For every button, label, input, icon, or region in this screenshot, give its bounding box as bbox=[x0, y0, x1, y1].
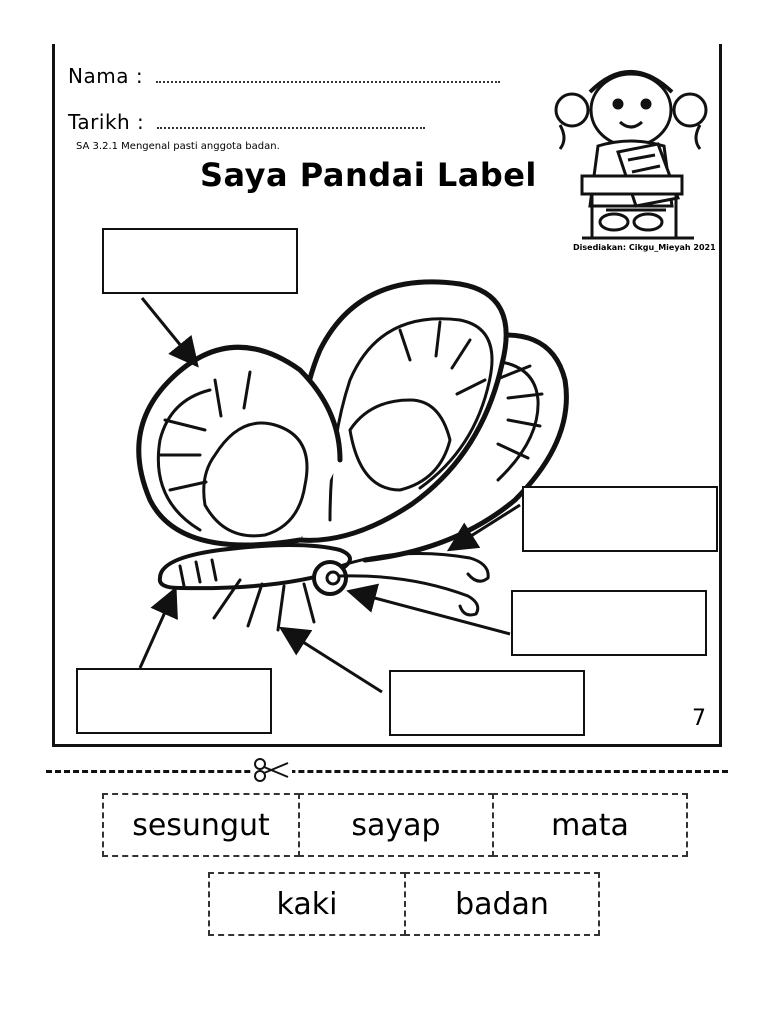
credit-text: Disediakan: Cikgu_Mieyah 2021 bbox=[573, 243, 716, 252]
name-label: Nama : bbox=[68, 64, 144, 88]
word-card-badan[interactable]: badan bbox=[404, 872, 600, 936]
scissors-icon bbox=[252, 757, 292, 783]
page-number: 7 bbox=[692, 706, 706, 731]
worksheet-title: Saya Pandai Label bbox=[200, 156, 537, 194]
word-card-mata[interactable]: mata bbox=[492, 793, 688, 857]
learning-objective: SA 3.2.1 Mengenal pasti anggota badan. bbox=[76, 141, 280, 152]
arrow-icon bbox=[352, 592, 510, 634]
label-box-legs[interactable] bbox=[389, 670, 585, 736]
word-card-kaki[interactable]: kaki bbox=[208, 872, 406, 936]
label-box-body[interactable] bbox=[76, 668, 272, 734]
cut-line bbox=[46, 770, 728, 773]
word-card-sayap[interactable]: sayap bbox=[298, 793, 494, 857]
label-box-eye[interactable] bbox=[511, 590, 707, 656]
label-box-wing[interactable] bbox=[102, 228, 298, 294]
butterfly-illustration bbox=[139, 282, 567, 630]
girl-reading-illustration bbox=[556, 72, 706, 238]
arrow-icon bbox=[140, 592, 174, 668]
arrow-icon bbox=[142, 298, 195, 363]
date-label: Tarikh : bbox=[68, 110, 145, 134]
arrow-icon bbox=[284, 630, 382, 692]
word-card-sesungut[interactable]: sesungut bbox=[102, 793, 300, 857]
label-box-antenna[interactable] bbox=[522, 486, 718, 552]
